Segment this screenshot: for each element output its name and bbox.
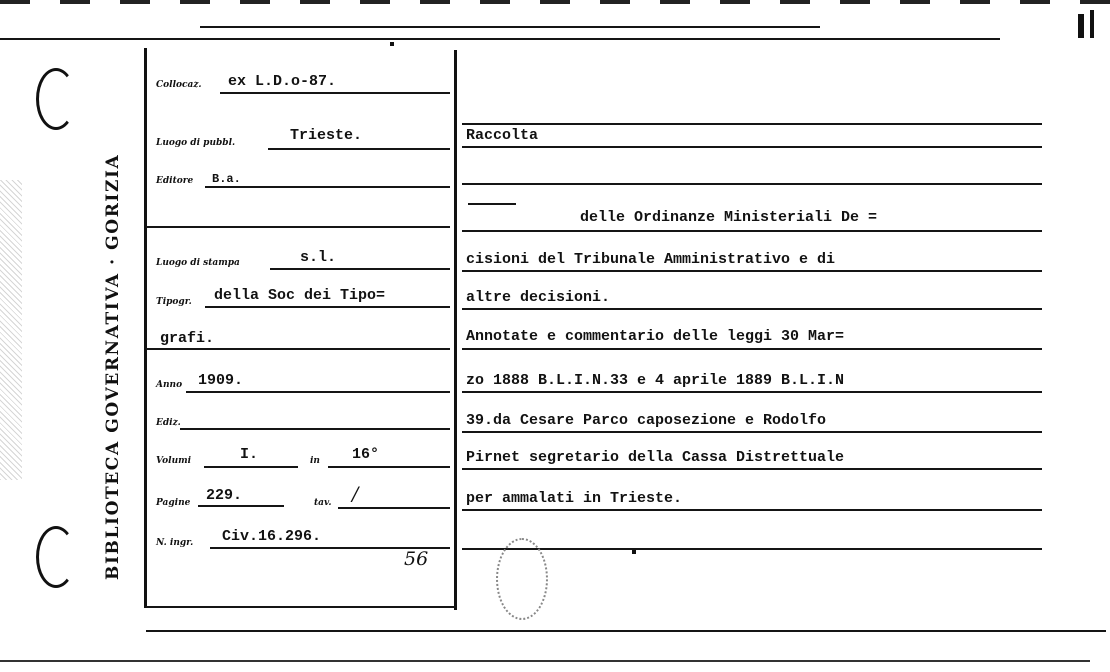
punch-hole-bottom bbox=[36, 526, 76, 588]
body-rule bbox=[462, 146, 1042, 148]
library-name: BIBLIOTECA GOVERNATIVA · GORIZIA bbox=[103, 153, 123, 580]
pagine-label: Pagine bbox=[156, 498, 191, 508]
field-line bbox=[186, 391, 450, 393]
tipogr-label: Tipogr. bbox=[156, 297, 192, 307]
ingr-value: Civ.16.296. bbox=[222, 528, 322, 545]
body-rule bbox=[462, 468, 1042, 470]
field-line bbox=[268, 148, 450, 150]
field-line bbox=[198, 505, 284, 507]
body-line-5: zo 1888 B.L.I.N.33 e 4 aprile 1889 B.L.I.N bbox=[466, 372, 845, 389]
body-rule bbox=[462, 183, 1042, 185]
body-line-4: Annotate e commentario delle leggi 30 Mar= bbox=[466, 328, 845, 345]
field-line bbox=[205, 306, 450, 308]
field-line bbox=[270, 268, 450, 270]
volumi-value: I. bbox=[240, 446, 259, 463]
top-rule bbox=[200, 26, 820, 28]
body-rule bbox=[462, 308, 1042, 310]
tipogr-value-1: della Soc dei Tipo= bbox=[214, 287, 386, 304]
field-line bbox=[204, 466, 298, 468]
luogo-pubbl-label: Luogo di pubbl. bbox=[156, 138, 236, 148]
in-label: in bbox=[310, 456, 320, 466]
handwritten-number: 56 bbox=[404, 548, 429, 570]
edge-mark bbox=[1078, 14, 1084, 38]
in-value: 16° bbox=[352, 446, 380, 463]
field-line bbox=[205, 186, 450, 188]
bottom-left-rule bbox=[146, 606, 456, 608]
collocazione-value: ex L.D.o-87. bbox=[228, 73, 337, 90]
body-rule bbox=[462, 270, 1042, 272]
center-vertical-rule bbox=[454, 50, 457, 610]
tipogr-value-2: grafi. bbox=[160, 330, 215, 347]
tav-label: tav. bbox=[314, 498, 332, 508]
body-line-2: cisioni del Tribunale Amministrativo e di bbox=[466, 251, 836, 268]
paper-noise bbox=[0, 180, 22, 480]
card-bottom-rule bbox=[146, 630, 1106, 632]
card-top-edge bbox=[0, 0, 1110, 4]
editore-value: B.a. bbox=[212, 172, 241, 186]
body-rule bbox=[462, 431, 1042, 433]
anno-value: 1909. bbox=[198, 372, 244, 389]
body-line-6: 39.da Cesare Parco caposezione e Rodolfo bbox=[466, 412, 827, 429]
body-rule bbox=[462, 348, 1042, 350]
ediz-label: Ediz. bbox=[156, 418, 181, 428]
top-rule-2 bbox=[0, 38, 1000, 40]
body-rule bbox=[462, 123, 1042, 125]
editore-label: Editore bbox=[156, 176, 194, 186]
tav-value: / bbox=[352, 483, 359, 505]
dot-mark bbox=[390, 42, 394, 46]
body-line-7: Pirnet segretario della Cassa Distrettuale bbox=[466, 449, 845, 466]
short-rule bbox=[468, 203, 516, 205]
left-vertical-rule bbox=[144, 48, 147, 608]
pagine-value: 229. bbox=[206, 487, 243, 504]
anno-label: Anno bbox=[156, 380, 183, 390]
body-rule bbox=[462, 509, 1042, 511]
card-bottom-edge bbox=[0, 660, 1090, 662]
faded-stamp bbox=[496, 538, 548, 620]
luogo-pubbl-value: Trieste. bbox=[290, 127, 363, 144]
field-line bbox=[146, 226, 450, 228]
body-rule bbox=[462, 391, 1042, 393]
field-line bbox=[180, 428, 450, 430]
body-rule bbox=[462, 548, 1042, 550]
field-line bbox=[146, 348, 450, 350]
edge-mark-2 bbox=[1090, 10, 1094, 38]
body-line-3: altre decisioni. bbox=[466, 289, 611, 306]
body-line-1: delle Ordinanze Ministeriali De = bbox=[580, 209, 878, 226]
collocazione-label: Collocaz. bbox=[156, 80, 202, 90]
field-line bbox=[338, 507, 450, 509]
body-rule bbox=[462, 230, 1042, 232]
body-line-8: per ammalati in Trieste. bbox=[466, 490, 683, 507]
punch-hole-top bbox=[36, 68, 76, 130]
dot-mark bbox=[632, 550, 636, 554]
field-line bbox=[328, 466, 450, 468]
luogo-stampa-value: s.l. bbox=[300, 249, 337, 266]
volumi-label: Volumi bbox=[156, 456, 192, 466]
luogo-stampa-label: Luogo di stampa bbox=[156, 258, 240, 268]
ingr-label: N. ingr. bbox=[156, 538, 194, 548]
field-line bbox=[220, 92, 450, 94]
body-title: Raccolta bbox=[466, 127, 539, 144]
